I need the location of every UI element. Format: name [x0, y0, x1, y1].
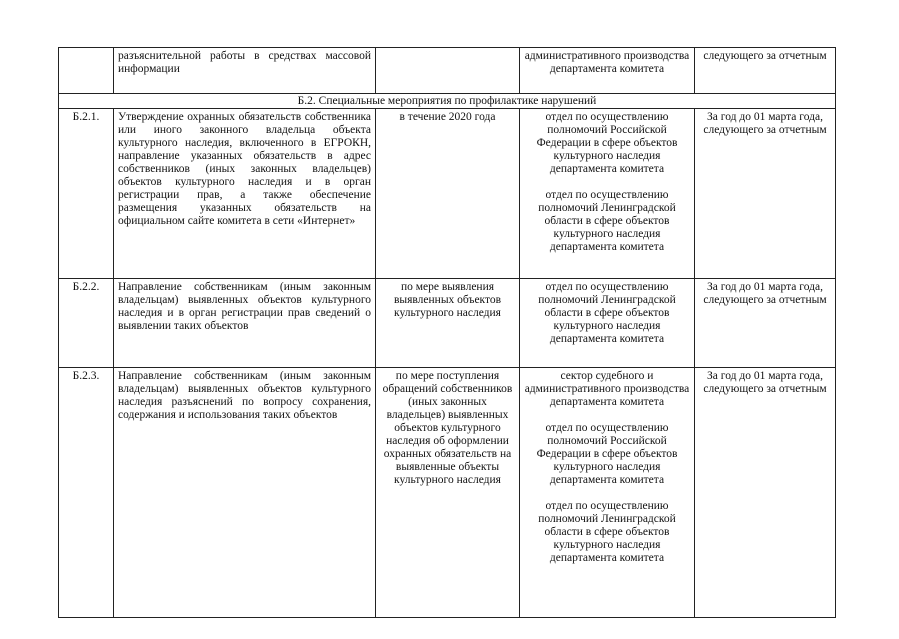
term-cell: по мере поступления обращений собственников (иных законных владельцев) выявленных объектов культурного наследия об оформлении охранных обязательств на выявленные объекты культурного наследия — [376, 368, 520, 618]
row-number: Б.2.3. — [59, 368, 114, 618]
row-number: Б.2.2. — [59, 279, 114, 368]
responsible-cell: отдел по осуществлению полномочий Ленинградской области в сфере объектов культурного наследия департамента комитета — [520, 279, 695, 368]
event-cell: Направление собственникам (иным законным владельцам) выявленных объектов культурного наследия и в орган регистрации прав сведений о выявлении таких объектов — [114, 279, 376, 368]
responsible-cell: административного производства департамента комитета — [520, 48, 695, 94]
section-row — [59, 94, 836, 109]
responsible-unit: сектор судебного и административного производства департамента комитета — [524, 370, 690, 408]
table-row — [59, 109, 836, 279]
report-cell: За год до 01 марта года, следующего за отчетным — [695, 368, 836, 618]
table-row — [59, 48, 836, 94]
responsible-cell — [520, 368, 695, 618]
event-cell: разъяснительной работы в средствах массовой информации — [114, 48, 376, 94]
section-heading: Б.2. Специальные мероприятия по профилактике нарушений — [59, 94, 836, 109]
report-cell: За год до 01 марта года, следующего за отчетным — [695, 109, 836, 279]
term-cell: в течение 2020 года — [376, 109, 520, 279]
responsible-unit: отдел по осуществлению полномочий Российской Федерации в сфере объектов культурного наследия департамента комитета — [536, 422, 678, 486]
row-number — [59, 48, 114, 94]
plan-table — [58, 47, 836, 618]
term-cell: по мере выявления выявленных объектов культурного наследия — [376, 279, 520, 368]
responsible-cell — [520, 109, 695, 279]
responsible-unit: отдел по осуществлению полномочий Ленинградской области в сфере объектов культурного наследия департамента комитета — [538, 500, 676, 564]
event-cell: Утверждение охранных обязательств собственника или иного законного владельца объекта культурного наследия, включенного в ЕГРОКН, направление указанных обязательств в адрес собственников (иных законных владельцев) объектов культурного наследия и в орган регистрации прав, а также обеспечение размещения указанных обязательств на официальном сайте комитета в сети «Интернет» — [114, 109, 376, 279]
report-cell: За год до 01 марта года, следующего за отчетным — [695, 279, 836, 368]
responsible-unit: отдел по осуществлению полномочий Российской Федерации в сфере объектов культурного наследия департамента комитета — [536, 111, 678, 175]
table-row — [59, 279, 836, 368]
responsible-unit: отдел по осуществлению полномочий Ленинградской области в сфере объектов культурного наследия департамента комитета — [538, 189, 676, 253]
row-number: Б.2.1. — [59, 109, 114, 279]
term-cell — [376, 48, 520, 94]
report-cell: следующего за отчетным — [695, 48, 836, 94]
table-row — [59, 368, 836, 618]
event-cell: Направление собственникам (иным законным владельцам) выявленных объектов культурного наследия разъяснений по вопросу сохранения, содержания и использования таких объектов — [114, 368, 376, 618]
